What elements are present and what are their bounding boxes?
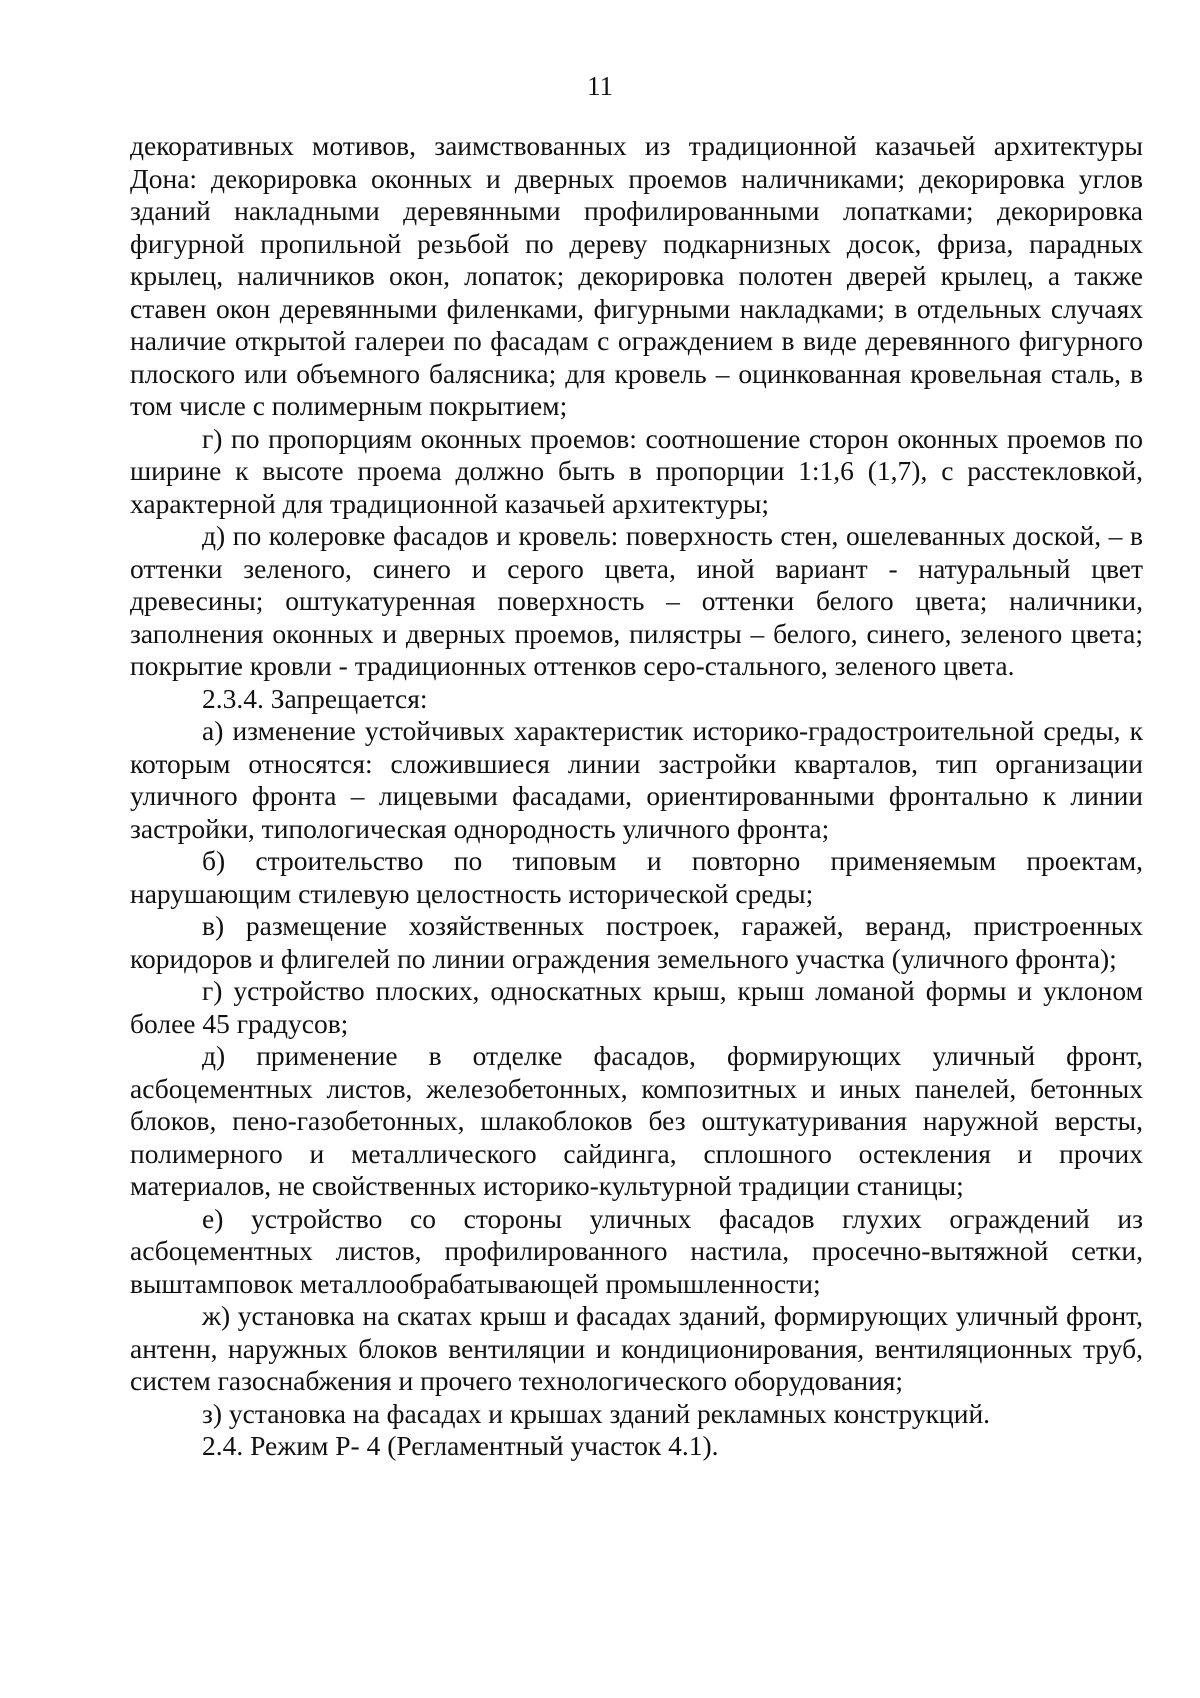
paragraph-item-d: д) применение в отделке фасадов, формирующих уличный фронт, асбоцементных листов, железобетонных, композитных и иных панелей, бетонных блоков, пено-газобетонных, шлакоблоков без оштукатуривания наружной версты, полимерного и металлического сайдинга, сплошного остекления и прочих материалов, не свойственных историко-культурной традиции станицы; (130, 1040, 1143, 1201)
paragraph-item-z: з) установка на фасадах и крышах зданий рекламных конструкций. (202, 1397, 991, 1429)
paragraph-item-a: а) изменение устойчивых характеристик историко-градостроительной среды, к которым относятся: сложившиеся линии застройки кварталов, тип организации уличного фронта – лицевыми фасадами, ориентированными фронтально к линии застройки, типологическая однородность уличного фронта; (130, 715, 1143, 844)
paragraph-item-g-proportions: г) по пропорциям оконных проемов: соотношение сторон оконных проемов по ширине к высоте проема должно быть в пропорции 1:1,6 (1,7), с расстекловкой, характерной для традиционной казачьей архитектуры; (130, 422, 1143, 519)
paragraph-item-e: е) устройство со стороны уличных фасадов глухих ограждений из асбоцементных листов, профилированного настила, просечно-вытяжной сетки, выштамповок металлообрабатывающей промышленности; (130, 1202, 1143, 1299)
paragraph-item-g: г) устройство плоских, односкатных крыш, крыш ломаной формы и уклоном более 45 градусов; (130, 975, 1143, 1039)
section-heading-2-4: 2.4. Режим Р- 4 (Регламентный участок 4.1). (202, 1430, 719, 1461)
paragraph-item-v: в) размещение хозяйственных построек, гаражей, веранд, пристроенных коридоров и флигелей по линии ограждения земельного участка (уличного фронта); (130, 910, 1143, 974)
section-heading-2-3-4: 2.3.4. Запрещается: (202, 682, 428, 714)
paragraph-item-d-coloring: д) по колеровке фасадов и кровель: поверхность стен, ошелеванных доской, – в оттенки зеленого, синего и серого цвета, иной вариант - натуральный цвет древесины; оштукатуренная поверхность – оттенки белого цвета; наличники, заполнения оконных и дверных проемов, пилястры – белого, синего, зеленого цвета; покрытие кровли - традиционных оттенков серо-стального, зеленого цвета. (130, 520, 1143, 681)
paragraph-continuation: декоративных мотивов, заимствованных из традиционной казачьей архитектуры Дона: декорировка оконных и дверных проемов наличниками; декорировка углов зданий накладными деревянными профилированными лопатками; декорировка фигурной пропильной резьбой по дереву подкарнизных досок, фриза, парадных крылец, наличников окон, лопаток; декорировка полотен дверей крылец, а также ставен окон деревянными филенками, фигурными накладками; в отдельных случаях наличие открытой галереи по фасадам с ограждением в виде деревянного фигурного плоского или объемного балясника; для кровель – оцинкованная кровельная сталь, в том числе с полимерным покрытием; (130, 130, 1143, 421)
paragraph-item-b: б) строительство по типовым и повторно применяемым проектам, нарушающим стилевую целостность исторической среды; (130, 845, 1143, 909)
document-body (130, 130, 1143, 1463)
paragraph-item-zh: ж) установка на скатах крыш и фасадах зданий, формирующих уличный фронт, антенн, наружных блоков вентиляции и кондиционирования, вентиляционных труб, систем газоснабжения и прочего технологического оборудования; (130, 1300, 1143, 1396)
page-number: 11 (587, 71, 613, 101)
